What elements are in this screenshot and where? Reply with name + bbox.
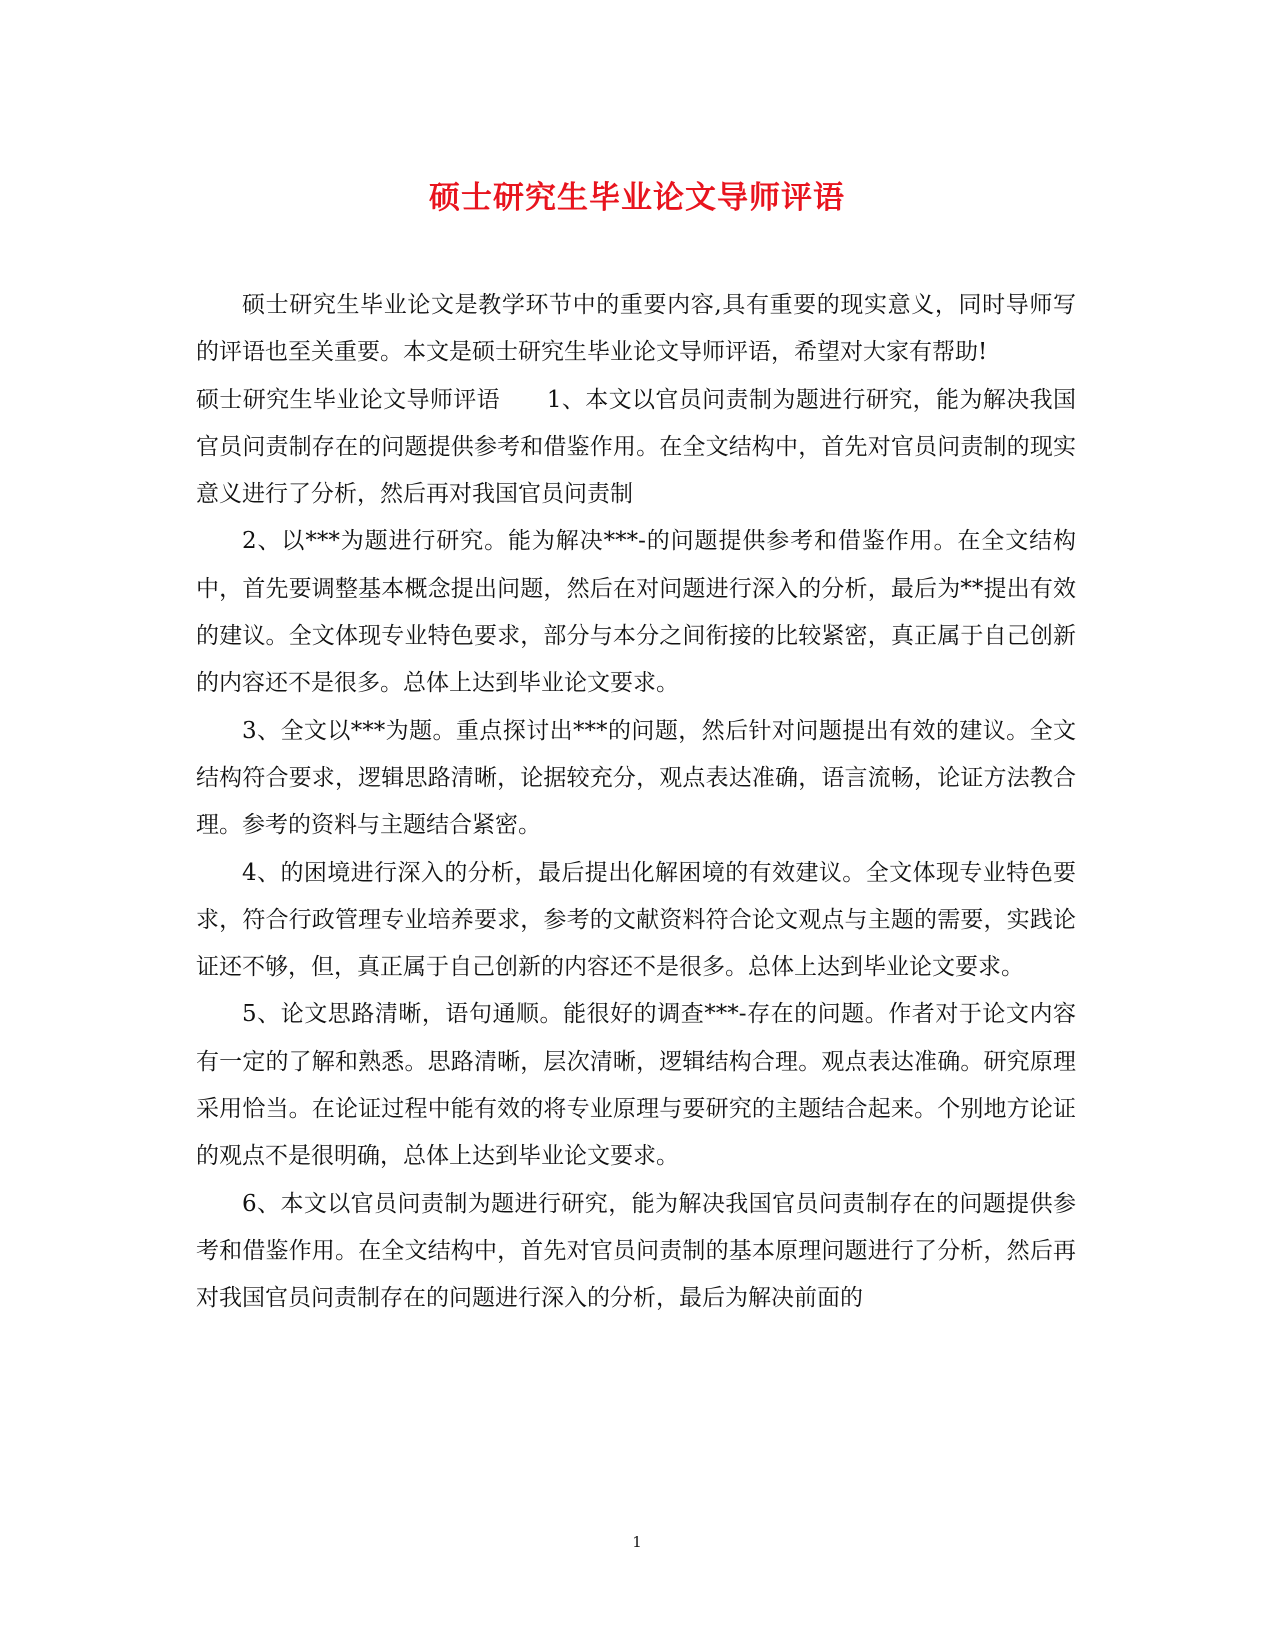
document-body — [196, 282, 1076, 1323]
paragraph-2: 2、以***为题进行研究。能为解决***-的问题提供参考和借鉴作用。在全文结构中，首先要调整基本概念提出问题，然后在对问题进行深入的分析，最后为**提出有效的建议。全文体现专业特色要求，部分与本分之间衔接的比较紧密，真正属于自己创新的内容还不是很多。总体上达到毕业论文要求。 — [196, 528, 1076, 697]
page-number: 1 — [632, 1533, 642, 1551]
paragraph-5: 5、论文思路清晰，语句通顺。能很好的调查***-存在的问题。作者对于论文内容有一定的了解和熟悉。思路清晰，层次清晰，逻辑结构合理。观点表达准确。研究原理采用恰当。在论证过程中能有效的将专业原理与要研究的主题结合起来。个别地方论证的观点不是很明确，总体上达到毕业论文要求。 — [196, 1001, 1076, 1170]
paragraph-1: 硕士研究生毕业论文导师评语 1、本文以官员问责制为题进行研究，能为解决我国官员问责制存在的问题提供参考和借鉴作用。在全文结构中，首先对官员问责制的现实意义进行了分析，然后再对我国官员问责制 — [196, 386, 1076, 508]
document-title: 硕士研究生毕业论文导师评语 — [429, 180, 845, 216]
paragraph-4: 4、的困境进行深入的分析，最后提出化解困境的有效建议。全文体现专业特色要求，符合行政管理专业培养要求，参考的文献资料符合论文观点与主题的需要，实践论证还不够，但，真正属于自己创新的内容还不是很多。总体上达到毕业论文要求。 — [196, 859, 1076, 981]
intro-paragraph: 硕士研究生毕业论文是教学环节中的重要内容,具有重要的现实意义，同时导师写的评语也至关重要。本文是硕士研究生毕业论文导师评语，希望对大家有帮助! — [196, 292, 1076, 366]
paragraph-3: 3、全文以***为题。重点探讨出***的问题，然后针对问题提出有效的建议。全文结构符合要求，逻辑思路清晰，论据较充分，观点表达准确，语言流畅，论证方法教合理。参考的资料与主题结合紧密。 — [196, 717, 1076, 839]
paragraph-6: 6、本文以官员问责制为题进行研究，能为解决我国官员问责制存在的问题提供参考和借鉴作用。在全文结构中，首先对官员问责制的基本原理问题进行了分析，然后再对我国官员问责制存在的问题进行深入的分析，最后为解决前面的 — [196, 1190, 1076, 1312]
